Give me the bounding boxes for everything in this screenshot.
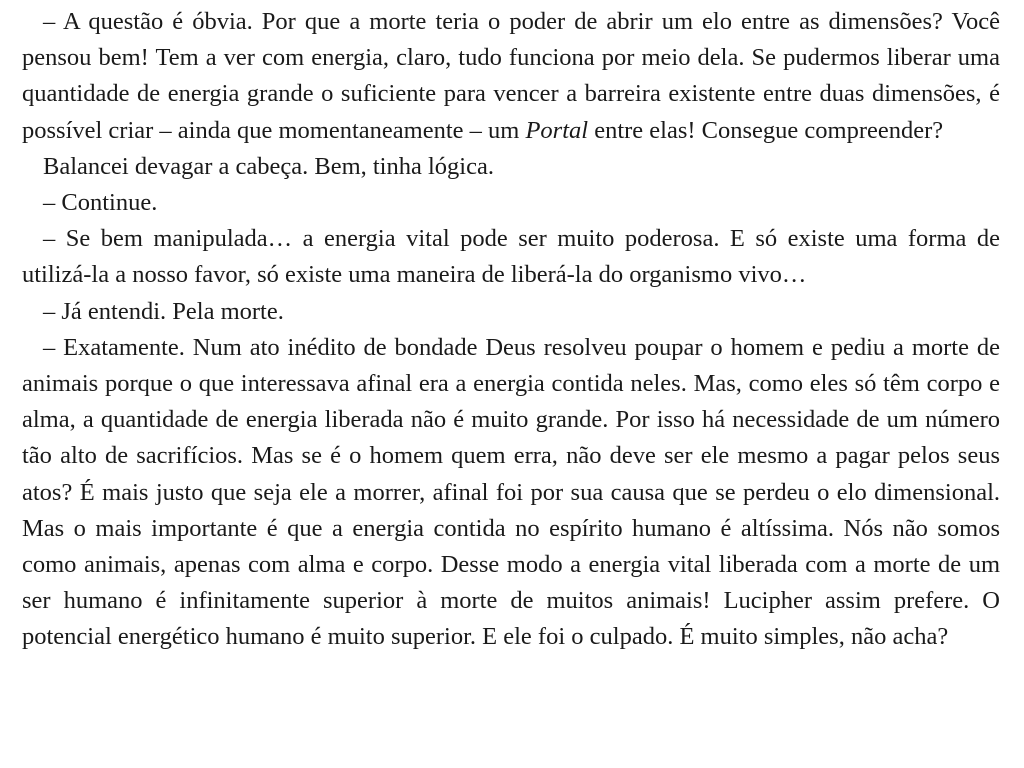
paragraph-3: – Continue.	[43, 189, 158, 217]
paragraph-2: Balancei devagar a cabeça. Bem, tinha lógica.	[43, 152, 494, 180]
paragraph-1-text-after: entre elas! Consegue compreender?	[588, 116, 944, 144]
paragraph-1-text-before: – A questão é óbvia. Por que a morte teria o poder de abrir um elo entre as dimensões? Você pensou bem! Tem a ver com energia, claro, tudo funciona por meio dela. Se pudermos liberar uma quantidade de energia grande o suficiente para vencer a barreira existente entre duas dimensões, é possível criar – ainda que momentaneamente – um	[22, 8, 1000, 144]
paragraph-6: – Exatamente. Num ato inédito de bondade Deus resolveu poupar o homem e pediu a morte de animais porque o que interessava afinal era a energia contida neles. Mas, como eles só têm corpo e alma, a quantidade de energia liberada não é muito grande. Por isso há necessidade de um número tão alto de sacrifícios. Mas se é o homem quem erra, não deve ser ele mesmo a pagar pelos seus atos? É mais justo que seja ele a morrer, afinal foi por sua causa que se perdeu o elo dimensional. Mas o mais importante é que a energia contida no espírito humano é altíssima. Nós não somos como animais, apenas com alma e corpo. Desse modo a energia vital liberada com a morte de um ser humano é infinitamente superior à morte de muitos animais! Lucipher assim prefere. O potencial energético humano é muito superior. E ele foi o culpado. É muito simples, não acha?	[22, 333, 1000, 651]
book-page	[22, 4, 1000, 656]
paragraph-1	[22, 4, 1000, 149]
paragraph-1-emphasis: Portal	[525, 116, 589, 144]
paragraph-4: – Se bem manipulada… a energia vital pode ser muito poderosa. E só existe uma forma de utilizá-la a nosso favor, só existe uma maneira de liberá-la do organismo vivo…	[22, 225, 1000, 289]
paragraph-5: – Já entendi. Pela morte.	[43, 297, 284, 325]
